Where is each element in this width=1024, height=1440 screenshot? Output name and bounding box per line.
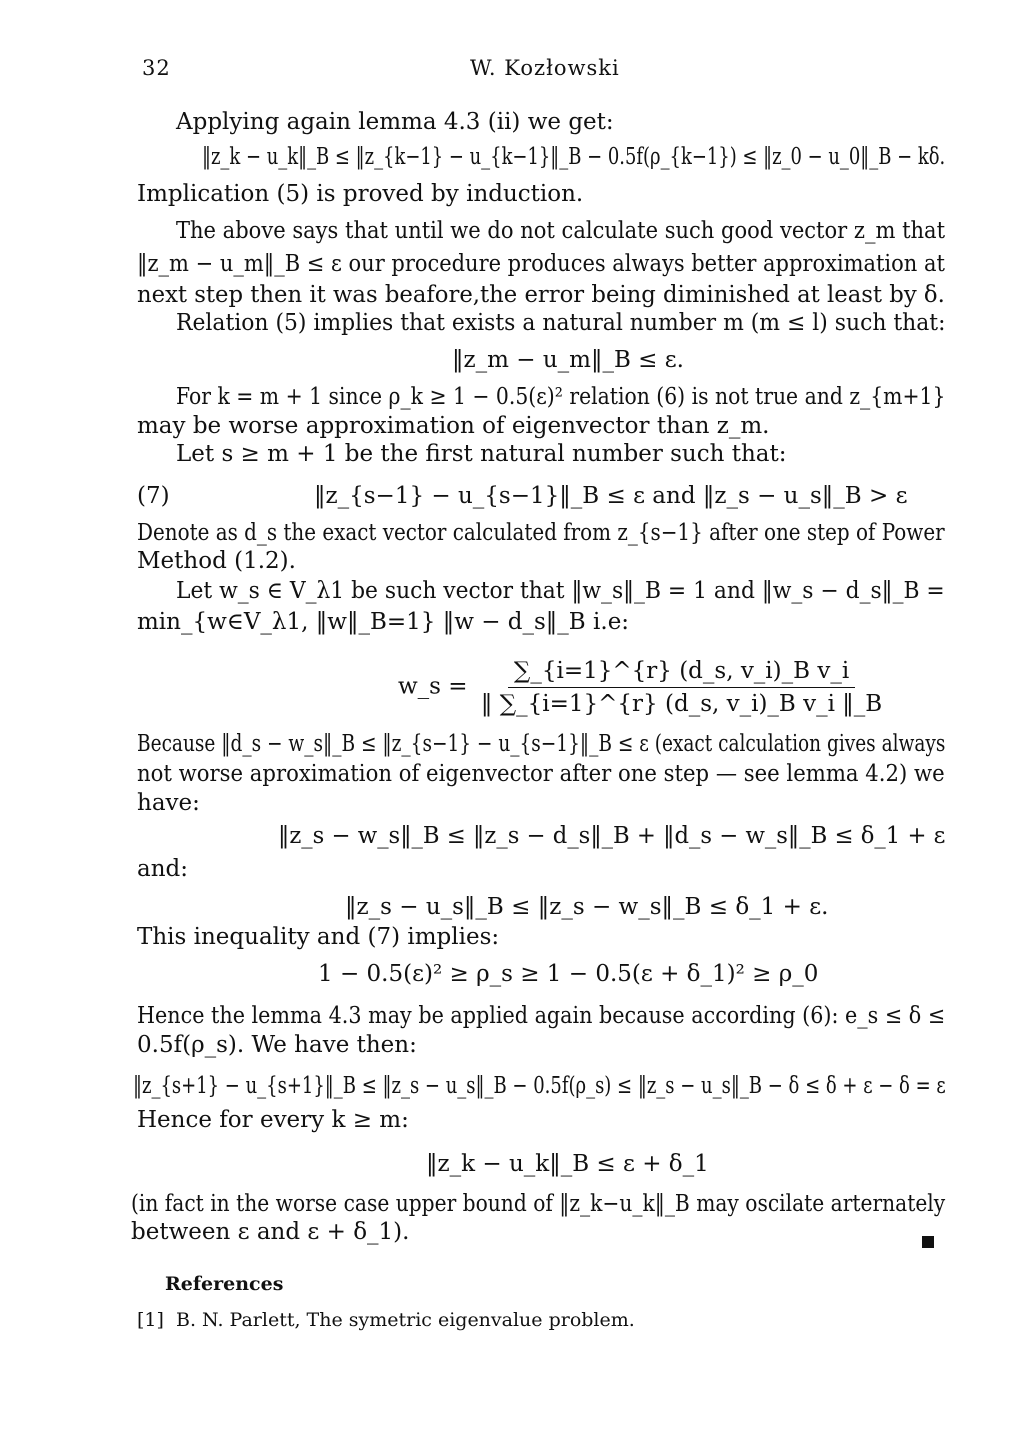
text-line: (in fact in the worse case upper bound of ‖z_k−u_k‖_B may oscilate arternately xyxy=(131,1191,946,1217)
page-number: 32 xyxy=(142,56,171,80)
running-header: W. Kozłowski xyxy=(470,56,620,80)
text-line: ‖z_m − u_m‖_B ≤ ε our procedure produces always better approximation at xyxy=(137,251,945,277)
text-line: Let s ≥ m + 1 be the first natural number such that: xyxy=(176,441,787,467)
text-line: Let w_s ∈ V_λ1 be such vector that ‖w_s‖_B = 1 and ‖w_s − d_s‖_B = xyxy=(176,578,945,604)
equation: ‖z_s − u_s‖_B ≤ ‖z_s − w_s‖_B ≤ δ_1 + ε. xyxy=(345,894,829,920)
equation: ‖z_k − u_k‖_B ≤ ‖z_{k−1} − u_{k−1}‖_B − 0.5f(ρ_{k−1}) ≤ ‖z_0 − u_0‖_B − kδ. xyxy=(202,144,946,170)
text-line: 0.5f(ρ_s). We have then: xyxy=(137,1032,417,1058)
text-line: Denote as d_s the exact vector calculated from z_{s−1} after one step of Power xyxy=(137,520,945,546)
text-line: may be worse approximation of eigenvector than z_m. xyxy=(137,413,770,439)
text-line: Implication (5) is proved by induction. xyxy=(137,181,584,207)
equation: ‖z_{s+1} − u_{s+1}‖_B ≤ ‖z_s − u_s‖_B − 0.5f(ρ_s) ≤ ‖z_s − u_s‖_B − δ ≤ δ + ε − δ = ε xyxy=(133,1073,946,1099)
reference-label: [1] xyxy=(137,1309,164,1331)
equation: ‖z_m − u_m‖_B ≤ ε. xyxy=(452,347,684,373)
text-line: next step then it was beafore,the error being diminished at least by δ. xyxy=(137,282,945,308)
equation-fraction xyxy=(398,656,888,719)
text-line: between ε and ε + δ_1). xyxy=(131,1219,410,1245)
equation-label: (7) xyxy=(137,483,170,509)
equation: ‖z_k − u_k‖_B ≤ ε + δ_1 xyxy=(426,1151,709,1177)
equation: ‖z_{s−1} − u_{s−1}‖_B ≤ ε and ‖z_s − u_s‖_B > ε xyxy=(314,483,908,509)
equation-lhs: w_s = xyxy=(398,673,468,700)
text-line: min_{w∈V_λ1, ‖w‖_B=1} ‖w − d_s‖_B i.e: xyxy=(137,609,630,635)
text-line: This inequality and (7) implies: xyxy=(137,924,500,950)
fraction xyxy=(475,656,888,719)
reference-text: B. N. Parlett, The symetric eigenvalue problem. xyxy=(176,1309,635,1331)
text-line: Hence for every k ≥ m: xyxy=(137,1107,409,1133)
fraction-numerator: ∑_{i=1}^{r} (d_s, v_i)_B v_i xyxy=(508,656,855,688)
text-line: and: xyxy=(137,856,188,882)
text-line: Relation (5) implies that exists a natural number m (m ≤ l) such that: xyxy=(176,310,946,336)
text-line: not worse aproximation of eigenvector after one step — see lemma 4.2) we xyxy=(137,761,945,787)
text-line: Method (1.2). xyxy=(137,548,296,574)
text-line: For k = m + 1 since ρ_k ≥ 1 − 0.5(ε)² relation (6) is not true and z_{m+1} xyxy=(176,384,946,410)
text-line: The above says that until we do not calculate such good vector z_m that xyxy=(176,218,946,244)
text-line: Applying again lemma 4.3 (ii) we get: xyxy=(176,109,614,135)
text-line: have: xyxy=(137,790,200,816)
qed-square-icon xyxy=(922,1236,934,1248)
references-heading: References xyxy=(165,1273,284,1295)
equation: 1 − 0.5(ε)² ≥ ρ_s ≥ 1 − 0.5(ε + δ_1)² ≥ ρ_0 xyxy=(318,961,819,987)
text-line: Because ‖d_s − w_s‖_B ≤ ‖z_{s−1} − u_{s−1}‖_B ≤ ε (exact calculation gives always xyxy=(137,731,946,757)
fraction-denominator: ‖ ∑_{i=1}^{r} (d_s, v_i)_B v_i ‖_B xyxy=(480,691,883,717)
text-line: Hence the lemma 4.3 may be applied again because according (6): e_s ≤ δ ≤ xyxy=(137,1003,946,1029)
equation: ‖z_s − w_s‖_B ≤ ‖z_s − d_s‖_B + ‖d_s − w_s‖_B ≤ δ_1 + ε xyxy=(278,823,946,849)
